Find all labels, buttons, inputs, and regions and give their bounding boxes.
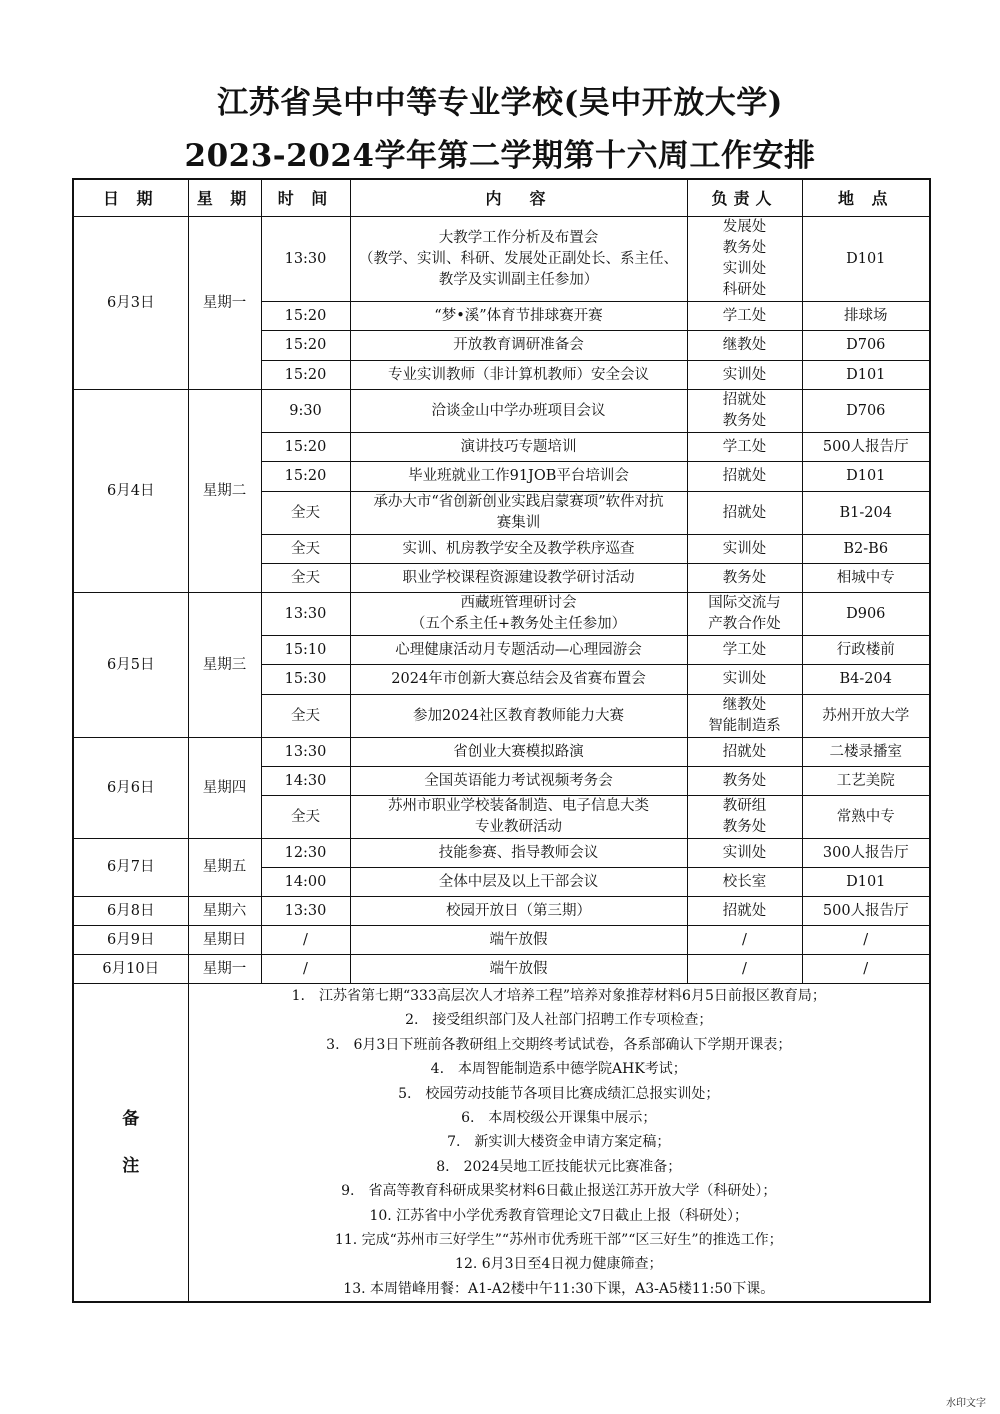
owner-cell [687, 767, 802, 796]
time-cell: 13:30 [261, 217, 350, 302]
owner-cell [687, 390, 802, 433]
note-item: 8. 2024吴地工匠技能状元比赛准备； [436, 1158, 682, 1175]
note-item: 3. 6月3日下班前各教研组上交期终考试试卷，各系部确认下学期开课表； [326, 1036, 792, 1053]
place-cell [802, 390, 930, 433]
schedule-table [72, 178, 931, 1303]
owner-cell [687, 926, 802, 955]
content-cell [350, 462, 687, 492]
place-cell [802, 636, 930, 665]
content-cell-line: 专业教研活动 [475, 819, 562, 835]
place-cell [802, 593, 930, 636]
notes-label [73, 984, 188, 1303]
owner-cell-line: 教务处 [722, 413, 767, 429]
owner-cell [687, 302, 802, 331]
owner-cell [687, 331, 802, 361]
place-cell-line: D101 [846, 366, 886, 383]
content-cell-line: 参加2024社区教育教师能力大赛 [413, 707, 624, 724]
place-cell-line: D706 [846, 402, 886, 419]
owner-cell-line: 实训处 [722, 540, 767, 557]
place-cell [802, 926, 930, 955]
owner-cell-line: 教务处 [722, 240, 767, 256]
content-cell [350, 593, 687, 636]
weekday-cell: 星期四 [188, 738, 261, 839]
date-cell: 6月4日 [73, 390, 188, 593]
content-cell-line: 心理健康活动月专题活动—心理园游会 [395, 641, 642, 658]
note-item: 5. 校园劳动技能节各项目比赛成绩汇总报实训处； [398, 1085, 720, 1102]
owner-cell-line: / [742, 960, 747, 977]
place-cell-line: / [863, 960, 869, 977]
note-item: 11. 完成“苏州市三好学生”“苏州市优秀班干部”“区三好生”的推选工作； [334, 1232, 783, 1249]
weekday-cell: 星期五 [188, 839, 261, 897]
place-cell-line: 行政楼前 [836, 641, 895, 658]
content-cell [350, 636, 687, 665]
notes-list [188, 984, 930, 1303]
owner-cell [687, 564, 802, 593]
time-cell: 13:30 [261, 593, 350, 636]
owner-cell-line: 学工处 [722, 438, 767, 455]
content-cell [350, 361, 687, 390]
time-cell: 13:30 [261, 738, 350, 767]
schedule-row [73, 839, 930, 868]
time-cell: / [261, 955, 350, 984]
content-cell-line: 校园开放日（第三期） [446, 902, 591, 919]
owner-cell [687, 897, 802, 926]
time-cell: 全天 [261, 695, 350, 738]
content-cell-line: 洽谈金山中学办班项目会议 [431, 402, 606, 419]
place-cell [802, 331, 930, 361]
time-cell: 15:30 [261, 665, 350, 695]
content-cell [350, 897, 687, 926]
header-row [73, 179, 930, 217]
time-cell: 15:20 [261, 361, 350, 390]
weekday-cell: 星期三 [188, 593, 261, 738]
date-cell: 6月8日 [73, 897, 188, 926]
owner-cell-line: 实训处 [722, 366, 767, 383]
content-cell [350, 868, 687, 897]
content-cell-line: 2024年市创新大赛总结会及省赛布置会 [391, 671, 646, 687]
owner-cell [687, 839, 802, 868]
owner-cell-line: 教研组 [722, 798, 767, 814]
schedule-row [73, 955, 930, 984]
note-item: 13. 本周错峰用餐：A1-A2楼中午11:30下课，A3-A5楼11:50下课。 [343, 1280, 775, 1297]
owner-cell [687, 462, 802, 492]
content-cell [350, 839, 687, 868]
time-cell: 全天 [261, 492, 350, 535]
owner-cell-line: 实训处 [722, 261, 767, 277]
header-content: 内 容 [350, 179, 687, 217]
date-cell: 6月5日 [73, 593, 188, 738]
content-cell-line: 技能参赛、指导教师会议 [438, 844, 599, 861]
content-cell [350, 564, 687, 593]
time-cell: 全天 [261, 564, 350, 593]
content-cell [350, 535, 687, 564]
content-cell [350, 767, 687, 796]
schedule-row [73, 390, 930, 433]
owner-cell-line: 实训处 [722, 671, 767, 687]
content-cell [350, 695, 687, 738]
note-item: 2. 接受组织部门及人社部门招聘工作专项检查； [405, 1012, 713, 1029]
content-cell-line: 西藏班管理研讨会 [460, 595, 577, 611]
place-cell [802, 767, 930, 796]
content-cell-line: 全体中层及以上干部会议 [438, 873, 599, 890]
schedule-row [73, 738, 930, 767]
owner-cell [687, 868, 802, 897]
weekday-cell: 星期一 [188, 217, 261, 390]
place-cell-line: D706 [846, 337, 886, 353]
content-cell-line: 教学及实训副主任参加） [438, 271, 599, 288]
note-item: 12. 6月3日至4日视力健康筛查； [455, 1256, 663, 1273]
place-cell [802, 433, 930, 462]
place-cell [802, 361, 930, 390]
date-cell: 6月10日 [73, 955, 188, 984]
owner-cell-line: 教务处 [722, 772, 767, 789]
place-cell [802, 738, 930, 767]
time-cell: 全天 [261, 535, 350, 564]
weekday-cell: 星期六 [188, 897, 261, 926]
content-cell-line: 职业学校课程资源建设教学研讨活动 [402, 569, 635, 586]
note-item: 1. 江苏省第七期“333高层次人才培养工程”培养对象推荐材料6月5日前报区教育局； [291, 988, 826, 1004]
place-cell-line: 苏州开放大学 [822, 707, 910, 724]
owner-cell-line: / [742, 931, 747, 948]
owner-cell [687, 738, 802, 767]
note-item: 6. 本周校级公开课集中展示； [461, 1110, 657, 1127]
place-cell-line: D101 [846, 250, 886, 267]
owner-cell-line: 发展处 [722, 219, 767, 235]
place-cell [802, 897, 930, 926]
header-owner: 负责人 [687, 179, 802, 217]
place-cell [802, 868, 930, 897]
watermark-text: 水印文字 [946, 1398, 986, 1409]
place-cell-line: 二楼录播室 [829, 743, 902, 760]
place-cell [802, 217, 930, 302]
content-cell [350, 217, 687, 302]
owner-cell [687, 695, 802, 738]
header-time: 时 间 [261, 179, 350, 217]
weekday-cell: 星期二 [188, 390, 261, 593]
place-cell [802, 535, 930, 564]
place-cell-line: / [863, 931, 869, 948]
place-cell-line: 500人报告厅 [822, 902, 909, 919]
owner-cell-line: 招就处 [722, 743, 767, 760]
time-cell: 14:00 [261, 868, 350, 897]
content-cell-line: 专业实训教师（非计算机教师）安全会议 [388, 366, 649, 383]
time-cell: 全天 [261, 796, 350, 839]
owner-cell-line: 招就处 [722, 504, 767, 521]
page-subtitle: 2023-2024学年第二学期第十六周工作安排 [184, 138, 816, 174]
place-cell [802, 462, 930, 492]
content-cell [350, 955, 687, 984]
owner-cell-line: 招就处 [722, 902, 767, 919]
time-cell: 15:20 [261, 462, 350, 492]
owner-cell-line: 校长室 [722, 873, 767, 890]
owner-cell [687, 636, 802, 665]
place-cell-line: D906 [846, 605, 886, 622]
owner-cell [687, 361, 802, 390]
schedule-body [73, 217, 930, 984]
owner-cell [687, 433, 802, 462]
header-date: 日 期 [73, 179, 188, 217]
place-cell-line: B4-204 [839, 671, 892, 687]
time-cell: 9:30 [261, 390, 350, 433]
place-cell [802, 302, 930, 331]
time-cell: 14:30 [261, 767, 350, 796]
schedule-row [73, 217, 930, 302]
place-cell [802, 492, 930, 535]
place-cell-line: 300人报告厅 [822, 844, 909, 861]
owner-cell-line: 实训处 [722, 844, 767, 861]
owner-cell [687, 796, 802, 839]
place-cell-line: D101 [846, 873, 886, 890]
place-cell [802, 796, 930, 839]
note-item: 4. 本周智能制造系中德学院AHK考试； [430, 1061, 687, 1078]
weekday-cell: 星期日 [188, 926, 261, 955]
place-cell-line: 工艺美院 [836, 772, 895, 789]
owner-cell [687, 955, 802, 984]
content-cell [350, 433, 687, 462]
owner-cell-line: 招就处 [722, 468, 767, 484]
content-cell-line: 演讲技巧专题培训 [460, 438, 577, 455]
date-cell: 6月3日 [73, 217, 188, 390]
note-item: 7. 新实训大楼资金申请方案定稿； [447, 1134, 671, 1151]
schedule-row [73, 593, 930, 636]
content-cell-line: （教学、实训、科研、发展处正副处长、系主任、 [359, 250, 678, 267]
place-cell-line: 常熟中专 [836, 808, 895, 825]
content-cell [350, 492, 687, 535]
notes-label-char: 备 [122, 1108, 140, 1129]
owner-cell [687, 593, 802, 636]
place-cell-line: D101 [846, 468, 886, 484]
content-cell-line: 赛集训 [496, 515, 541, 531]
owner-cell-line: 继教处 [722, 337, 767, 353]
schedule-row [73, 926, 930, 955]
time-cell: 15:20 [261, 302, 350, 331]
note-item: 10. 江苏省中小学优秀教育管理论文7日截止上报（科研处）； [369, 1207, 749, 1224]
place-cell-line: B1-204 [839, 504, 892, 521]
place-cell-line: 500人报告厅 [822, 438, 909, 455]
time-cell: 12:30 [261, 839, 350, 868]
content-cell-line: 省创业大赛模拟路演 [453, 743, 584, 760]
place-cell [802, 955, 930, 984]
place-cell-line: 排球场 [844, 307, 888, 324]
content-cell-line: 端午放假 [489, 960, 548, 977]
notes-label-char: 注 [122, 1155, 140, 1176]
owner-cell-line: 继教处 [722, 697, 767, 713]
content-cell [350, 331, 687, 361]
owner-cell-line: 智能制造系 [708, 718, 781, 734]
content-cell [350, 302, 687, 331]
notes-row [73, 984, 930, 1303]
place-cell [802, 839, 930, 868]
content-cell-line: 全国英语能力考试视频考务会 [424, 772, 613, 789]
content-cell-line: 承办大市“省创新创业实践启蒙赛项”软件对抗 [373, 494, 664, 510]
place-cell [802, 564, 930, 593]
owner-cell-line: 科研处 [722, 282, 767, 298]
content-cell [350, 738, 687, 767]
content-cell-line: 大教学工作分析及布置会 [438, 229, 599, 246]
owner-cell [687, 665, 802, 695]
place-cell-line: 相城中专 [836, 569, 895, 586]
weekday-cell: 星期一 [188, 955, 261, 984]
time-cell: 15:20 [261, 331, 350, 361]
content-cell-line: （五个系主任+教务处主任参加） [410, 616, 627, 632]
page-title: 江苏省吴中中等专业学校(吴中开放大学) [217, 85, 783, 121]
content-cell [350, 665, 687, 695]
owner-cell [687, 217, 802, 302]
owner-cell-line: 学工处 [722, 307, 767, 324]
content-cell [350, 796, 687, 839]
owner-cell-line: 国际交流与 [708, 595, 781, 611]
owner-cell-line: 学工处 [722, 641, 767, 658]
owner-cell-line: 产教合作处 [708, 616, 781, 632]
time-cell: 15:20 [261, 433, 350, 462]
header-weekday: 星 期 [188, 179, 261, 217]
owner-cell [687, 492, 802, 535]
owner-cell [687, 535, 802, 564]
content-cell [350, 390, 687, 433]
time-cell: 15:10 [261, 636, 350, 665]
owner-cell-line: 教务处 [722, 569, 767, 586]
date-cell: 6月6日 [73, 738, 188, 839]
note-item: 9. 省高等教育科研成果奖材料6日截止报送江苏开放大学（科研处）； [341, 1183, 777, 1200]
content-cell [350, 926, 687, 955]
place-cell [802, 695, 930, 738]
date-cell: 6月7日 [73, 839, 188, 897]
owner-cell-line: 招就处 [722, 392, 767, 408]
content-cell-line: “梦•溪”体育节排球赛开赛 [434, 307, 603, 324]
content-cell-line: 开放教育调研准备会 [453, 337, 584, 353]
content-cell-line: 实训、机房教学安全及教学秩序巡查 [402, 540, 635, 557]
place-cell [802, 665, 930, 695]
content-cell-line: 毕业班就业工作91JOB平台培训会 [408, 468, 629, 484]
date-cell: 6月9日 [73, 926, 188, 955]
time-cell: 13:30 [261, 897, 350, 926]
time-cell: / [261, 926, 350, 955]
schedule-row [73, 897, 930, 926]
content-cell-line: 苏州市职业学校装备制造、电子信息大类 [388, 798, 649, 814]
content-cell-line: 端午放假 [489, 931, 548, 948]
header-place: 地 点 [802, 179, 930, 217]
place-cell-line: B2-B6 [843, 540, 889, 557]
owner-cell-line: 教务处 [722, 819, 767, 835]
